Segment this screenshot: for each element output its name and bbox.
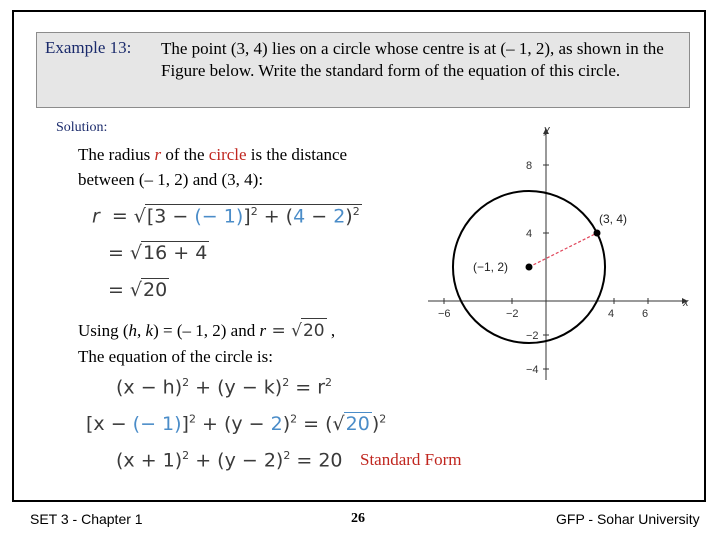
y-tick-label: 8 — [526, 160, 533, 172]
radius-equation-2: = √16 + 4 — [108, 242, 208, 264]
radical-3: 20 — [143, 279, 168, 301]
exponent: 2 — [352, 205, 360, 218]
example-label: Example 13: — [45, 38, 132, 57]
k-variable: k — [145, 321, 154, 340]
exponent: 2 — [250, 205, 258, 218]
rad-part: (− 1) — [194, 205, 244, 228]
example-text: The point (3, 4) lies on a circle whose centre is at (– 1, 2), as shown in the Figure below. Write the standard form of the equation of this circle. — [161, 39, 664, 80]
eq-part: = ( — [297, 413, 333, 435]
r-variable: r — [259, 321, 267, 340]
solution-label: Solution: — [56, 120, 108, 135]
circle-point — [594, 230, 601, 237]
radius-equation-1: r = √[3 − (− $1)]^2 + (4 - 2)^2$ — [92, 205, 360, 228]
r-symbol: r — [92, 205, 100, 228]
r-variable: r — [154, 145, 162, 164]
eq-part: = r — [289, 376, 326, 399]
eq-part: + (y − — [195, 413, 271, 435]
exponent: 2 — [283, 449, 291, 462]
y-axis-label: y — [544, 124, 550, 136]
eq-part: = 20 — [290, 449, 343, 472]
equals-sign: = — [108, 279, 124, 301]
para-text: Using ( — [78, 321, 129, 340]
radius-line — [529, 233, 597, 267]
radical-using: 20 — [301, 318, 327, 344]
circle-graph — [420, 118, 696, 388]
equation-line-3 — [116, 449, 343, 471]
para-text: The radius — [78, 145, 155, 164]
equals-sign: = — [108, 242, 124, 264]
x-tick-label: −2 — [506, 308, 519, 320]
rad-part: 4 — [293, 205, 306, 228]
y-tick-label: −4 — [526, 364, 539, 376]
radical-2: 16 + 4 — [143, 242, 208, 264]
example-box — [36, 32, 690, 108]
para-text: ) = (– 1, 2) and — [153, 321, 260, 340]
x-axis-label: x — [683, 297, 689, 309]
y-tick-label: −2 — [526, 330, 539, 342]
center-label: (−1, 2) — [473, 260, 509, 274]
eq-part: (− 1) — [132, 413, 182, 435]
eq-part: + (y − 2) — [189, 449, 284, 472]
eq-part: [x − — [86, 413, 133, 435]
h-variable: h — [128, 321, 138, 340]
eq-part: ] — [181, 413, 189, 435]
rad-part: 2 — [333, 205, 346, 228]
eq-part: 20 — [345, 413, 370, 435]
equation-line-1 — [116, 376, 332, 398]
eq-part: (x + 1) — [116, 449, 183, 472]
footer-right: GFP - Sohar University — [556, 511, 700, 527]
point-label: (3, 4) — [599, 212, 628, 226]
exponent: 2 — [182, 449, 190, 462]
rad-part: + ( — [257, 205, 294, 228]
radius-paragraph — [78, 142, 347, 192]
center-point — [526, 264, 533, 271]
radical-1 — [145, 204, 362, 227]
y-tick-label: 4 — [526, 228, 533, 240]
equation-intro: The equation of the circle is: — [78, 347, 273, 366]
x-tick-label: 6 — [642, 308, 649, 320]
equation-line-2: [x − (− $1)]^2 + (y - 2)^2 = (√20$ )$^2$ — [86, 412, 387, 435]
eq-part: 2 — [270, 413, 283, 435]
para-text: between (– 1, 2) and (3, 4): — [78, 170, 264, 189]
using-paragraph — [78, 318, 335, 369]
exponent: 2 — [188, 412, 196, 426]
equals-sign: = — [111, 205, 128, 228]
eq-part: + (y − k) — [189, 376, 283, 399]
page-number: 26 — [351, 511, 365, 526]
using-radical: = √20 — [266, 321, 327, 341]
standard-form-label: Standard Form — [360, 450, 462, 469]
rad-part: ] — [243, 205, 251, 228]
exponent: 2 — [379, 412, 387, 426]
eq-part: (x − h) — [116, 376, 183, 399]
rad-part: − — [305, 205, 334, 228]
circle-word: circle — [208, 145, 247, 164]
exponent: 2 — [182, 376, 190, 389]
exponent: 2 — [282, 376, 290, 389]
x-tick-label: 4 — [608, 308, 615, 320]
para-text: of the — [161, 145, 209, 164]
radius-equation-3: = √20 — [108, 279, 168, 301]
para-text: , — [326, 321, 336, 340]
x-tick-label: −6 — [438, 308, 451, 320]
footer-left: SET 3 - Chapter 1 — [30, 511, 143, 527]
eq-part: ) — [371, 413, 380, 435]
rad-part: ) — [345, 205, 353, 228]
eq-part: ) — [282, 413, 291, 435]
rad-part: [3 − — [146, 205, 195, 228]
para-text: is the distance — [246, 145, 348, 164]
equals-sign: = — [266, 321, 292, 341]
exponent: 2 — [325, 376, 333, 389]
exponent: 2 — [290, 412, 298, 426]
para-text: , — [137, 321, 146, 340]
